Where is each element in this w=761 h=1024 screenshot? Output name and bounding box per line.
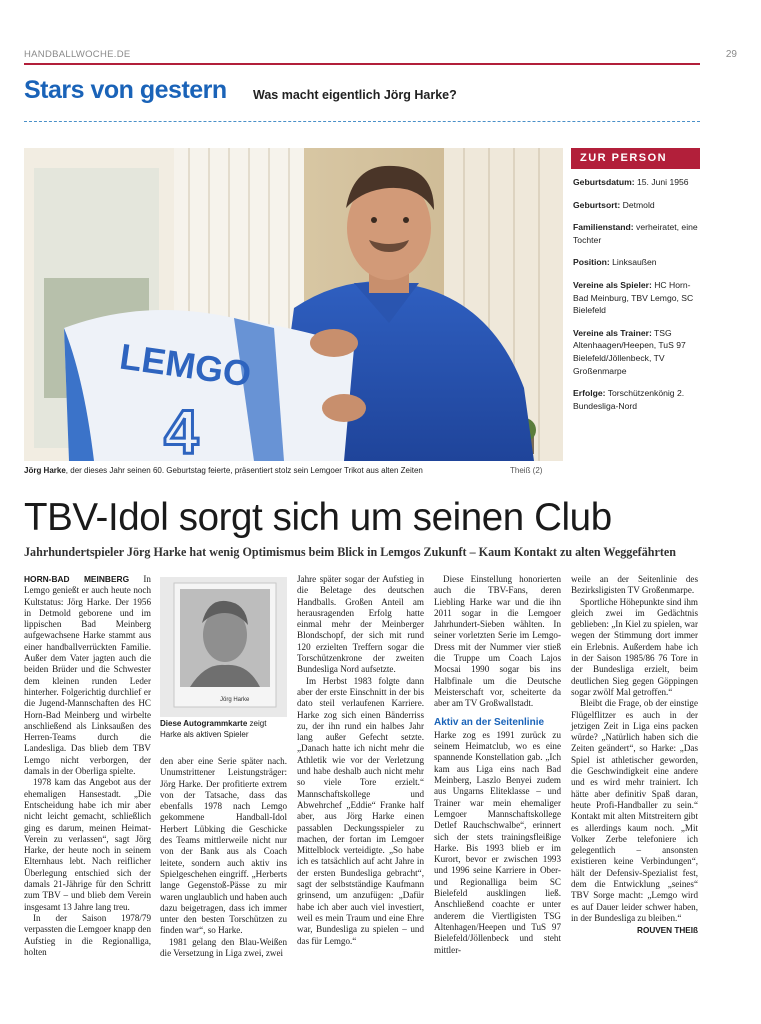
article-subhead: Aktiv an der Seitenlinie (434, 716, 545, 728)
fact-value: Detmold (620, 199, 655, 210)
page-number: 29 (725, 49, 737, 60)
fact-value: Linksaußen (609, 257, 657, 268)
fact-item (573, 176, 701, 189)
paragraph: 1981 gelang den Blau-Weißen die Versetzung in Liga zwei, zwei (160, 936, 287, 959)
fact-item (573, 221, 701, 246)
running-head: HANDBALLWOCHE.DE (24, 49, 131, 60)
paragraph-text: In Lemgo genießt er auch heute noch Kultstatus: Jörg Harke. Der 1956 in Detmold geborene und im lippischen Bad Meinberg aufgewachsene Harke stammt aus einer handballverrückten Familie. Außer dem Vater jagten auch die beiden Brüder und die Schwester dem kleinen runden Leder hinterher. Folgerichtig durchlief er die Jugend-Mannschaften des HC Horn-Bad Meinberg und wirbelte anschließend als Linksaußen des Herren-Teams durch die Landesliga. Das blieb dem TBV Lemgo nicht verborgen, der damals in der Oberliga spielte. (24, 574, 151, 777)
article-deck: Jahrhundertspieler Jörg Harke hat wenig Optimismus beim Blick in Lemgos Zukunft – Kaum Kontakt zu alten Weggefährten (24, 545, 676, 559)
autograph-caption-text: zeigt Harke als aktiven Spieler (160, 719, 267, 739)
factbox-list (573, 176, 701, 422)
fact-item (573, 327, 701, 377)
paragraph: Sportliche Höhepunkte sind ihm gleich zwei im Gedächtnis geblieben: „In Kiel zu spielen, war wegen der Stimmung dort immer ein Erlebnis. Außerdem habe ich in der Saison 1985/86 76 Tore in der Bundesliga erzielt, beim deutlichen Sieg gegen Göppingen sogar zwölf Mal getroffen.“ (571, 596, 698, 697)
paragraph (24, 574, 151, 777)
fact-item (573, 387, 701, 412)
header-rule (24, 63, 700, 65)
paragraph: Harke zog es 1991 zurück zu seinem Heimatclub, wo es eine spannende Konstellation gab. „Ich kam aus Liga eins nach Bad Meinberg, Laszlo Benyei zudem aus Ungarns Eliteklasse – und Trainer war mein ehemaliger Lemgoer Mannschaftskollege Detlef Rauchschwalbe“, erinnert sich der stets trainingsfleißige Harke. Bis 1993 blieb er im Kurort, bevor er zwischen 1993 und 1996 seine Karriere in Ober- und Regionalliga beim SC Bielefeld ausklingen ließ. Anschließend coachte er unter anderem die Viertligisten TSG Altenhagen/Heepen und TuS 97 Bielefeld/Jöllenbeck und steht mittler- (434, 729, 561, 955)
section-title: Stars von gestern (24, 76, 227, 104)
paragraph: Bleibt die Frage, ob der einstige Flügelflitzer es auch in der jetzigen Zeit in Liga eins packen würde? „Natürlich haben sich die Zeiten geändert“, so Harke: „Das Spiel ist athletischer geworden, die Geschwindigkeit eine andere und es wird mehr trainiert. Ich hätte aber definitiv Spaß daran, heute Profi-Handballer zu sein.“ Kontakt mit alten Mitstreitern gibt es allerdings kaum noch. „Mit Volker Zerbe telefoniere ich gelegentlich – ansonsten existieren keine Verbindungen“, hält der Defensiv-Spezialist fest, dem die Entwicklung „seines“ TBV Sorge macht: „Lemgo wird es auf Dauer leider schwer haben, in der Bundesliga zu bleiben.“ (571, 698, 698, 923)
article-column-3 (297, 574, 424, 947)
fact-value: HC Horn-Bad Meinburg, TBV Lemgo, SC Bielefeld (573, 279, 694, 316)
autograph-illustration (160, 577, 287, 717)
author-byline: ROUVEN THEIß (637, 926, 698, 936)
caption-text: , der dieses Jahr seinen 60. Geburtstag feierte, präsentiert stolz sein Lemgoer Trikot aus alten Zeiten (65, 466, 423, 475)
fact-label: Position: (573, 257, 610, 268)
photo-credit: Theiß (2) (510, 466, 543, 475)
fact-item (573, 199, 701, 212)
fact-value: verheiratet, eine Tochter (573, 222, 698, 245)
paragraph: den aber eine Serie später nach. Unumstrittener Leistungsträger: Jörg Harke. Der profitierte extrem von der Tatsache, dass das ebenfalls 1978 nach Lemgo gekommene Handball-Idol Herbert Lübking die Geschicke des Teams mittlerweile nicht nur von der Bank aus als Coach leitete, sondern auch aktiv ins Spielgeschehen eingriff. „Herberts lange Gegenstoß-Pässe zu mir waren unglaublich und haben auch dazu beigetragen, dass ich immer unter den besten Torschützen zu finden war“, so Harke. (160, 756, 287, 936)
fact-item (573, 256, 701, 269)
jersey-number: 4 (164, 398, 199, 461)
fact-value: 15. Juni 1956 (634, 177, 689, 187)
article-column-1 (24, 574, 151, 958)
main-photo (24, 148, 563, 461)
paragraph: 1978 kam das Angebot aus der ehemaligen Hansestadt. „Die Entscheidung habe ich mir aber nicht leicht gemacht, schließlich ging es darum, meinen Heimat-Verein zu verlassen“, sagt Jörg Harke, der heute noch in seinem Elternhaus lebt. Nach reiflicher Überlegung entschied sich der damals 21-Jährige für den Schritt zum TBV – und blieb dem Verein insgesamt 13 Jahre lang treu. (24, 777, 151, 912)
autograph-label: Jörg Harke (220, 697, 250, 703)
fact-label: Geburtsort: (573, 199, 621, 210)
article-column-5 (571, 574, 698, 937)
jersey-text: LEMGO (117, 335, 254, 395)
paragraph: Diese Einstellung honorierten auch die TBV-Fans, deren Liebling Harke war und die ihn 2011 sogar in die Lemgoer Jahrhundert-Sieben wählten. In seiner vorletzten Serie im Lemgo-Dress mit der Nummer vier stieß die Truppe um Coach Lajos Mocsai 1990 sogar bis ins Halbfinale um die Deutsche Meisterschaft vor, scheiterte da aber am TV Großwallstadt. (434, 574, 561, 709)
autograph-caption-bold: Diese Autogrammkarte (160, 719, 248, 728)
fact-value: Torschützenkönig 2. Bundesliga-Nord (573, 388, 685, 411)
paragraph: Im Herbst 1983 folgte dann aber der erste Einschnitt in der bis dato steil verlaufenen Karriere. Harke zog sich einen Bänderriss zu, der ihn rund ein halbes Jahr lang außer Gefecht setzte. „Danach hatte ich nicht mehr die Athletik wie vor der Verletzung und habe deshalb auch nicht mehr so viele Tore erzielt.“ Mannschaftskollege und Abwehrchef „Eddie“ Franke half aber, aus Jörg Harke einen passablen Deckungsspieler zu machen, der fortan im Lemgoer Mittelblock verteidigte. „So habe ich es tatsächlich auf acht Jahre in der ersten Bundesliga gebracht“, sagt der selbstständige Kaufmann grinsend, um anzufügen: „Dafür habe ich aber auch viel investiert, weil es mein Traum und eine Ehre war, Bundesliga zu spielen – und das für Lemgo.“ (297, 675, 424, 946)
article-column-2 (160, 756, 287, 959)
photo-illustration (24, 148, 563, 461)
fact-label: Vereine als Spieler: (573, 279, 652, 290)
article-headline: TBV-Idol sorgt sich um seinen Club (24, 496, 612, 539)
article-column-4 (434, 574, 561, 956)
autograph-card (160, 577, 287, 717)
photo-caption (24, 466, 563, 475)
dashed-rule (24, 121, 700, 122)
fact-item (573, 279, 701, 317)
autograph-caption (160, 719, 287, 740)
dateline: HORN-BAD MEINBERG (24, 574, 130, 584)
paragraph: weile an der Seitenlinie des Bezirksligisten TV Großenmarpe. (571, 574, 698, 596)
fact-value: TSG Altenhaagen/Heepen, TuS 97 Bielefeld/Jöllenbeck, TV Großenmarpe (573, 327, 686, 376)
fact-label: Familienstand: (573, 222, 634, 233)
factbox-title: ZUR PERSON (571, 148, 700, 169)
fact-label: Erfolge: (573, 388, 606, 399)
fact-label: Geburtsdatum: (573, 177, 635, 187)
paragraph: In der Saison 1978/79 verpassten die Lemgoer knapp den Aufstieg in die Regionalliga, holten (24, 912, 151, 957)
caption-name: Jörg Harke (24, 466, 66, 475)
section-subtitle: Was macht eigentlich Jörg Harke? (253, 88, 457, 102)
paragraph: Jahre später sogar der Aufstieg in die Beletage des deutschen Handballs. Großen Anteil am herausragenden Erfolg hatte einmal mehr der Meinberger Blondschopf, der sich mit rund 120 erzielten Treffern sogar die Torschützenkrone der zweiten Bundesliga Nord aufsetzte. (297, 574, 424, 675)
fact-label: Vereine als Trainer: (573, 327, 652, 338)
